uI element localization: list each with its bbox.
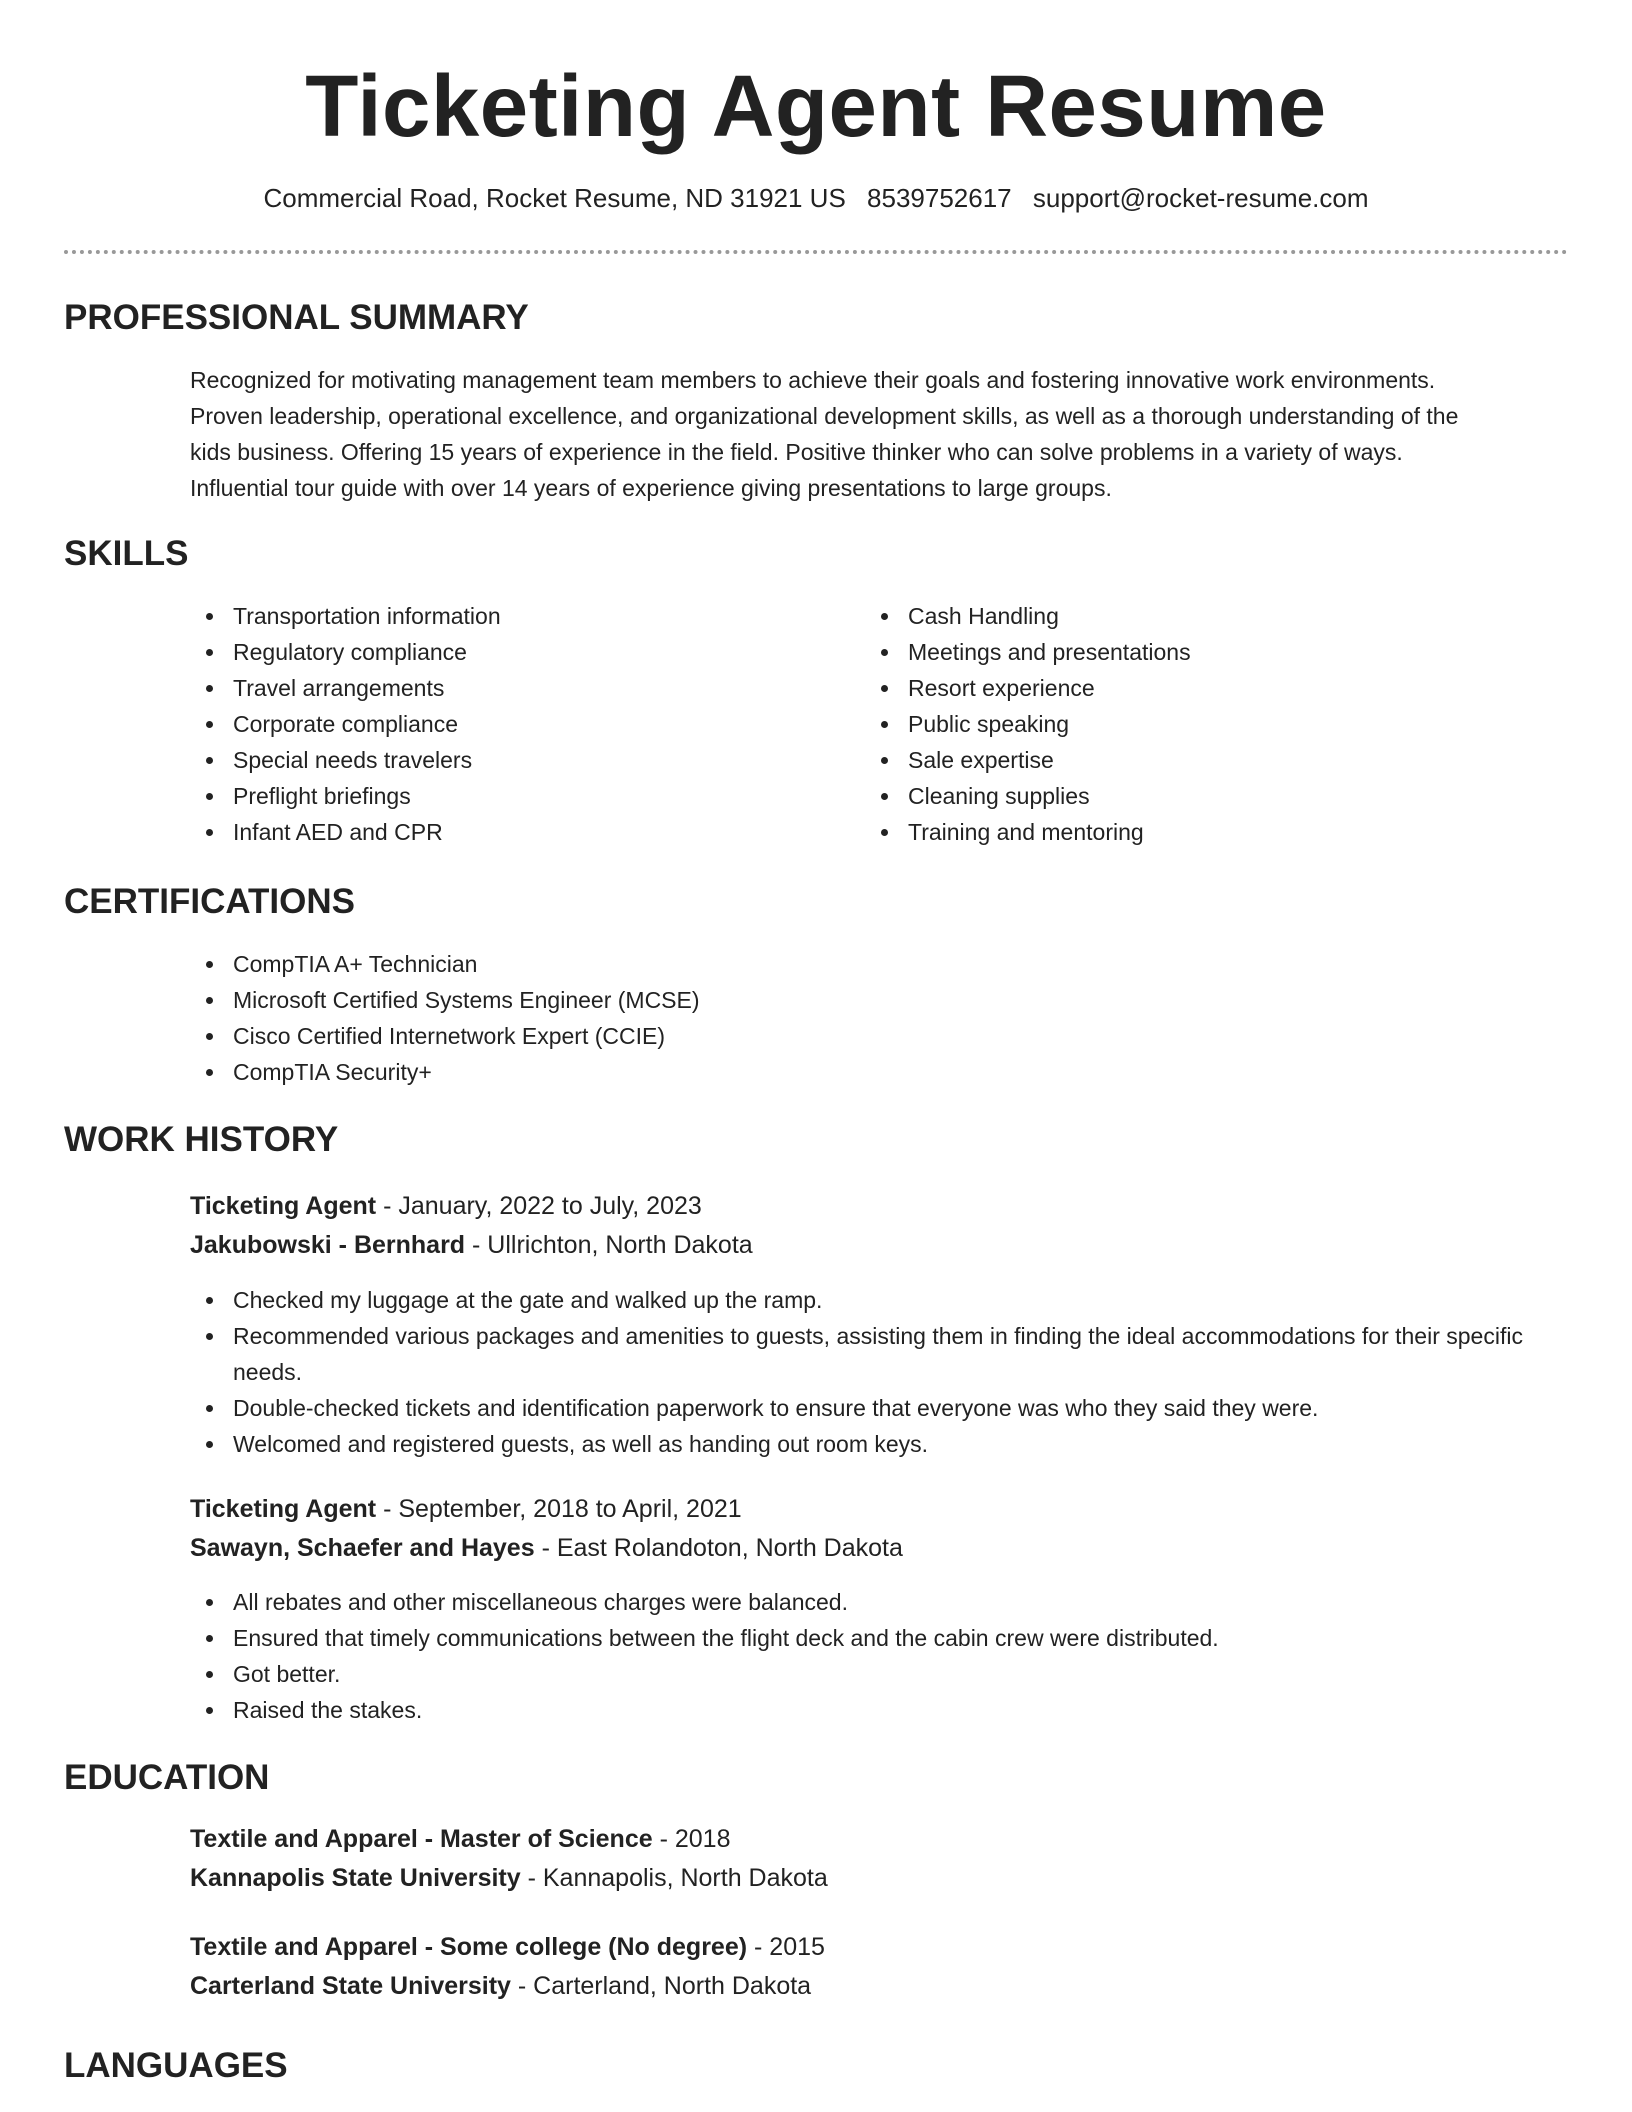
education-school: Carterland State University bbox=[190, 1972, 511, 2000]
skill-item: Special needs travelers bbox=[190, 742, 830, 778]
education-heading: EDUCATION bbox=[64, 1758, 270, 1797]
summary-line: Proven leadership, operational excellence, and organizational development skills, as well as a thorough understanding of the bbox=[190, 403, 1459, 429]
summary-text bbox=[190, 362, 1565, 506]
education-location: - Carterland, North Dakota bbox=[510, 1972, 812, 2000]
job-dates: - September, 2018 to April, 2021 bbox=[376, 1495, 742, 1523]
contact-email: support@rocket-resume.com bbox=[1032, 183, 1369, 213]
job-dates: - January, 2022 to July, 2023 bbox=[376, 1192, 702, 1220]
job-title-line bbox=[190, 1490, 1565, 1529]
job-bullet: All rebates and other miscellaneous charges were balanced. bbox=[190, 1584, 1565, 1620]
education-degree: Textile and Apparel - Some college (No degree) bbox=[190, 1933, 748, 1961]
skill-item: Preflight briefings bbox=[190, 778, 830, 814]
job-company-line bbox=[190, 1529, 1565, 1568]
education-entry bbox=[190, 1928, 1565, 2006]
skill-item: Corporate compliance bbox=[190, 706, 830, 742]
skill-item: Infant AED and CPR bbox=[190, 814, 830, 850]
job-bullet: Got better. bbox=[190, 1656, 1565, 1692]
education-degree-line bbox=[190, 1820, 1565, 1859]
job-location: - Ullrichton, North Dakota bbox=[465, 1231, 753, 1259]
summary-line: Recognized for motivating management team members to achieve their goals and fostering innovative work environments. bbox=[190, 367, 1436, 393]
skill-item: Transportation information bbox=[190, 598, 830, 634]
education-year: - 2018 bbox=[652, 1825, 731, 1853]
education-degree-line bbox=[190, 1928, 1565, 1967]
certifications-list bbox=[190, 946, 1565, 1090]
education-degree: Textile and Apparel - Master of Science bbox=[190, 1825, 653, 1853]
contact-info bbox=[0, 180, 1632, 216]
job-company-line bbox=[190, 1226, 1565, 1265]
job-bullet: Double-checked tickets and identification paperwork to ensure that everyone was who they said they were. bbox=[190, 1390, 1565, 1426]
skill-item: Regulatory compliance bbox=[190, 634, 830, 670]
job-bullets bbox=[190, 1584, 1565, 1728]
skill-item: Training and mentoring bbox=[865, 814, 1505, 850]
certification-item: Cisco Certified Internetwork Expert (CCIE) bbox=[190, 1018, 1565, 1054]
education-location: - Kannapolis, North Dakota bbox=[520, 1864, 828, 1892]
skill-item: Cleaning supplies bbox=[865, 778, 1505, 814]
contact-phone: 8539752617 bbox=[867, 183, 1012, 213]
education-year: - 2015 bbox=[747, 1933, 825, 1961]
skills-heading: SKILLS bbox=[64, 534, 189, 573]
skill-item: Cash Handling bbox=[865, 598, 1505, 634]
skill-item: Public speaking bbox=[865, 706, 1505, 742]
job-location: - East Rolandoton, North Dakota bbox=[534, 1534, 903, 1562]
job-bullet: Checked my luggage at the gate and walked up the ramp. bbox=[190, 1282, 1565, 1318]
skill-item: Sale expertise bbox=[865, 742, 1505, 778]
certification-item: CompTIA Security+ bbox=[190, 1054, 1565, 1090]
certification-item: Microsoft Certified Systems Engineer (MCSE) bbox=[190, 982, 1565, 1018]
summary-line: kids business. Offering 15 years of experience in the field. Positive thinker who can solve problems in a variety of ways. bbox=[190, 439, 1403, 465]
header-divider bbox=[64, 250, 1568, 254]
certification-item: CompTIA A+ Technician bbox=[190, 946, 1565, 982]
education-school-line bbox=[190, 1859, 1565, 1898]
skills-list-left bbox=[190, 598, 830, 850]
job-entry bbox=[190, 1187, 1565, 1265]
languages-heading: LANGUAGES bbox=[64, 2046, 288, 2085]
skills-list-right bbox=[865, 598, 1505, 850]
certifications-heading: CERTIFICATIONS bbox=[64, 882, 356, 921]
contact-address: Commercial Road, Rocket Resume, ND 31921 US bbox=[263, 183, 846, 213]
job-entry bbox=[190, 1490, 1565, 1568]
summary-line: Influential tour guide with over 14 years of experience giving presentations to large groups. bbox=[190, 475, 1112, 501]
education-school-line bbox=[190, 1967, 1565, 2006]
education-entry bbox=[190, 1820, 1565, 1898]
resume-title: Ticketing Agent Resume bbox=[305, 58, 1327, 155]
job-bullet: Ensured that timely communications between the flight deck and the cabin crew were distributed. bbox=[190, 1620, 1565, 1656]
skill-item: Meetings and presentations bbox=[865, 634, 1505, 670]
education-school: Kannapolis State University bbox=[190, 1864, 521, 1892]
job-company: Sawayn, Schaefer and Hayes bbox=[190, 1534, 535, 1562]
job-bullet: Recommended various packages and amenities to guests, assisting them in finding the ideal accommodations for their specific needs. bbox=[190, 1318, 1565, 1390]
work-history-heading: WORK HISTORY bbox=[64, 1120, 339, 1159]
summary-heading: PROFESSIONAL SUMMARY bbox=[64, 298, 529, 337]
job-bullets bbox=[190, 1282, 1565, 1462]
job-title: Ticketing Agent bbox=[190, 1192, 377, 1220]
job-bullet: Raised the stakes. bbox=[190, 1692, 1565, 1728]
job-company: Jakubowski - Bernhard bbox=[190, 1231, 466, 1259]
job-bullet: Welcomed and registered guests, as well as handing out room keys. bbox=[190, 1426, 1565, 1462]
job-title-line bbox=[190, 1187, 1565, 1226]
job-title: Ticketing Agent bbox=[190, 1495, 377, 1523]
skill-item: Travel arrangements bbox=[190, 670, 830, 706]
skill-item: Resort experience bbox=[865, 670, 1505, 706]
